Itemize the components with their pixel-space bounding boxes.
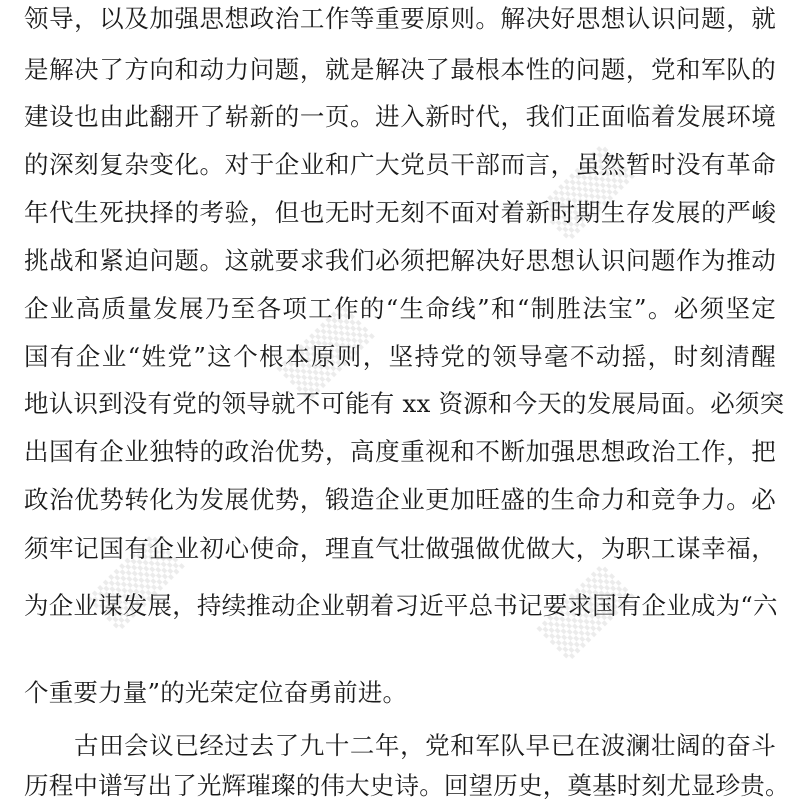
text-line: 国有企业“姓党”这个根本原则，坚持党的领导毫不动摇，时刻清醒 <box>24 342 776 371</box>
text-line: 企业高质量发展乃至各项工作的“生命线”和“制胜法宝”。必须坚定 <box>24 294 776 323</box>
text-line: 是解决了方向和动力问题，就是解决了最根本性的问题，党和军队的 <box>24 55 776 84</box>
text-line: 建设也由此翻开了崭新的一页。进入新时代，我们正面临着发展环境 <box>24 102 776 131</box>
watermark: ▒▒▒ <box>87 534 186 632</box>
text-line: 个重要力量”的光荣定位奋勇前进。 <box>24 678 408 707</box>
text-line: 地认识到没有党的领导就不可能有 xx 资源和今天的发展局面。必须突 <box>24 389 785 418</box>
watermark: ▒▒▒ <box>277 304 376 402</box>
text-line: 为企业谋发展，持续推动企业朝着习近平总书记要求国有企业成为“六 <box>24 591 778 620</box>
watermark: ▒▒▒ <box>537 144 636 242</box>
watermark: ▒▒▒ <box>537 564 636 662</box>
text-line: 历程中谱写出了光辉璀璨的伟大史诗。回望历史，奠基时刻尤显珍贵。 <box>24 771 790 800</box>
text-line: 领导，以及加强思想政治工作等重要原则。解决好思想认识问题，就 <box>24 4 776 33</box>
text-line: 须牢记国有企业初心使命，理直气壮做强做优做大，为职工谋幸福， <box>24 534 776 563</box>
text-line-indented: 古田会议已经过去了九十二年，党和军队早已在波澜壮阔的奋斗 <box>74 731 776 760</box>
text-line: 年代生死抉择的考验，但也无时无刻不面对着新时期生存发展的严峻 <box>24 198 776 227</box>
text-line: 挑战和紧迫问题。这就要求我们必须把解决好思想认识问题作为推动 <box>24 246 776 275</box>
text-line: 出国有企业独特的政治优势，高度重视和不断加强思想政治工作，把 <box>24 437 776 466</box>
text-line: 政治优势转化为发展优势，锻造企业更加旺盛的生命力和竞争力。必 <box>24 485 776 514</box>
text-line: 的深刻复杂变化。对于企业和广大党员干部而言，虽然暂时没有革命 <box>24 150 776 179</box>
